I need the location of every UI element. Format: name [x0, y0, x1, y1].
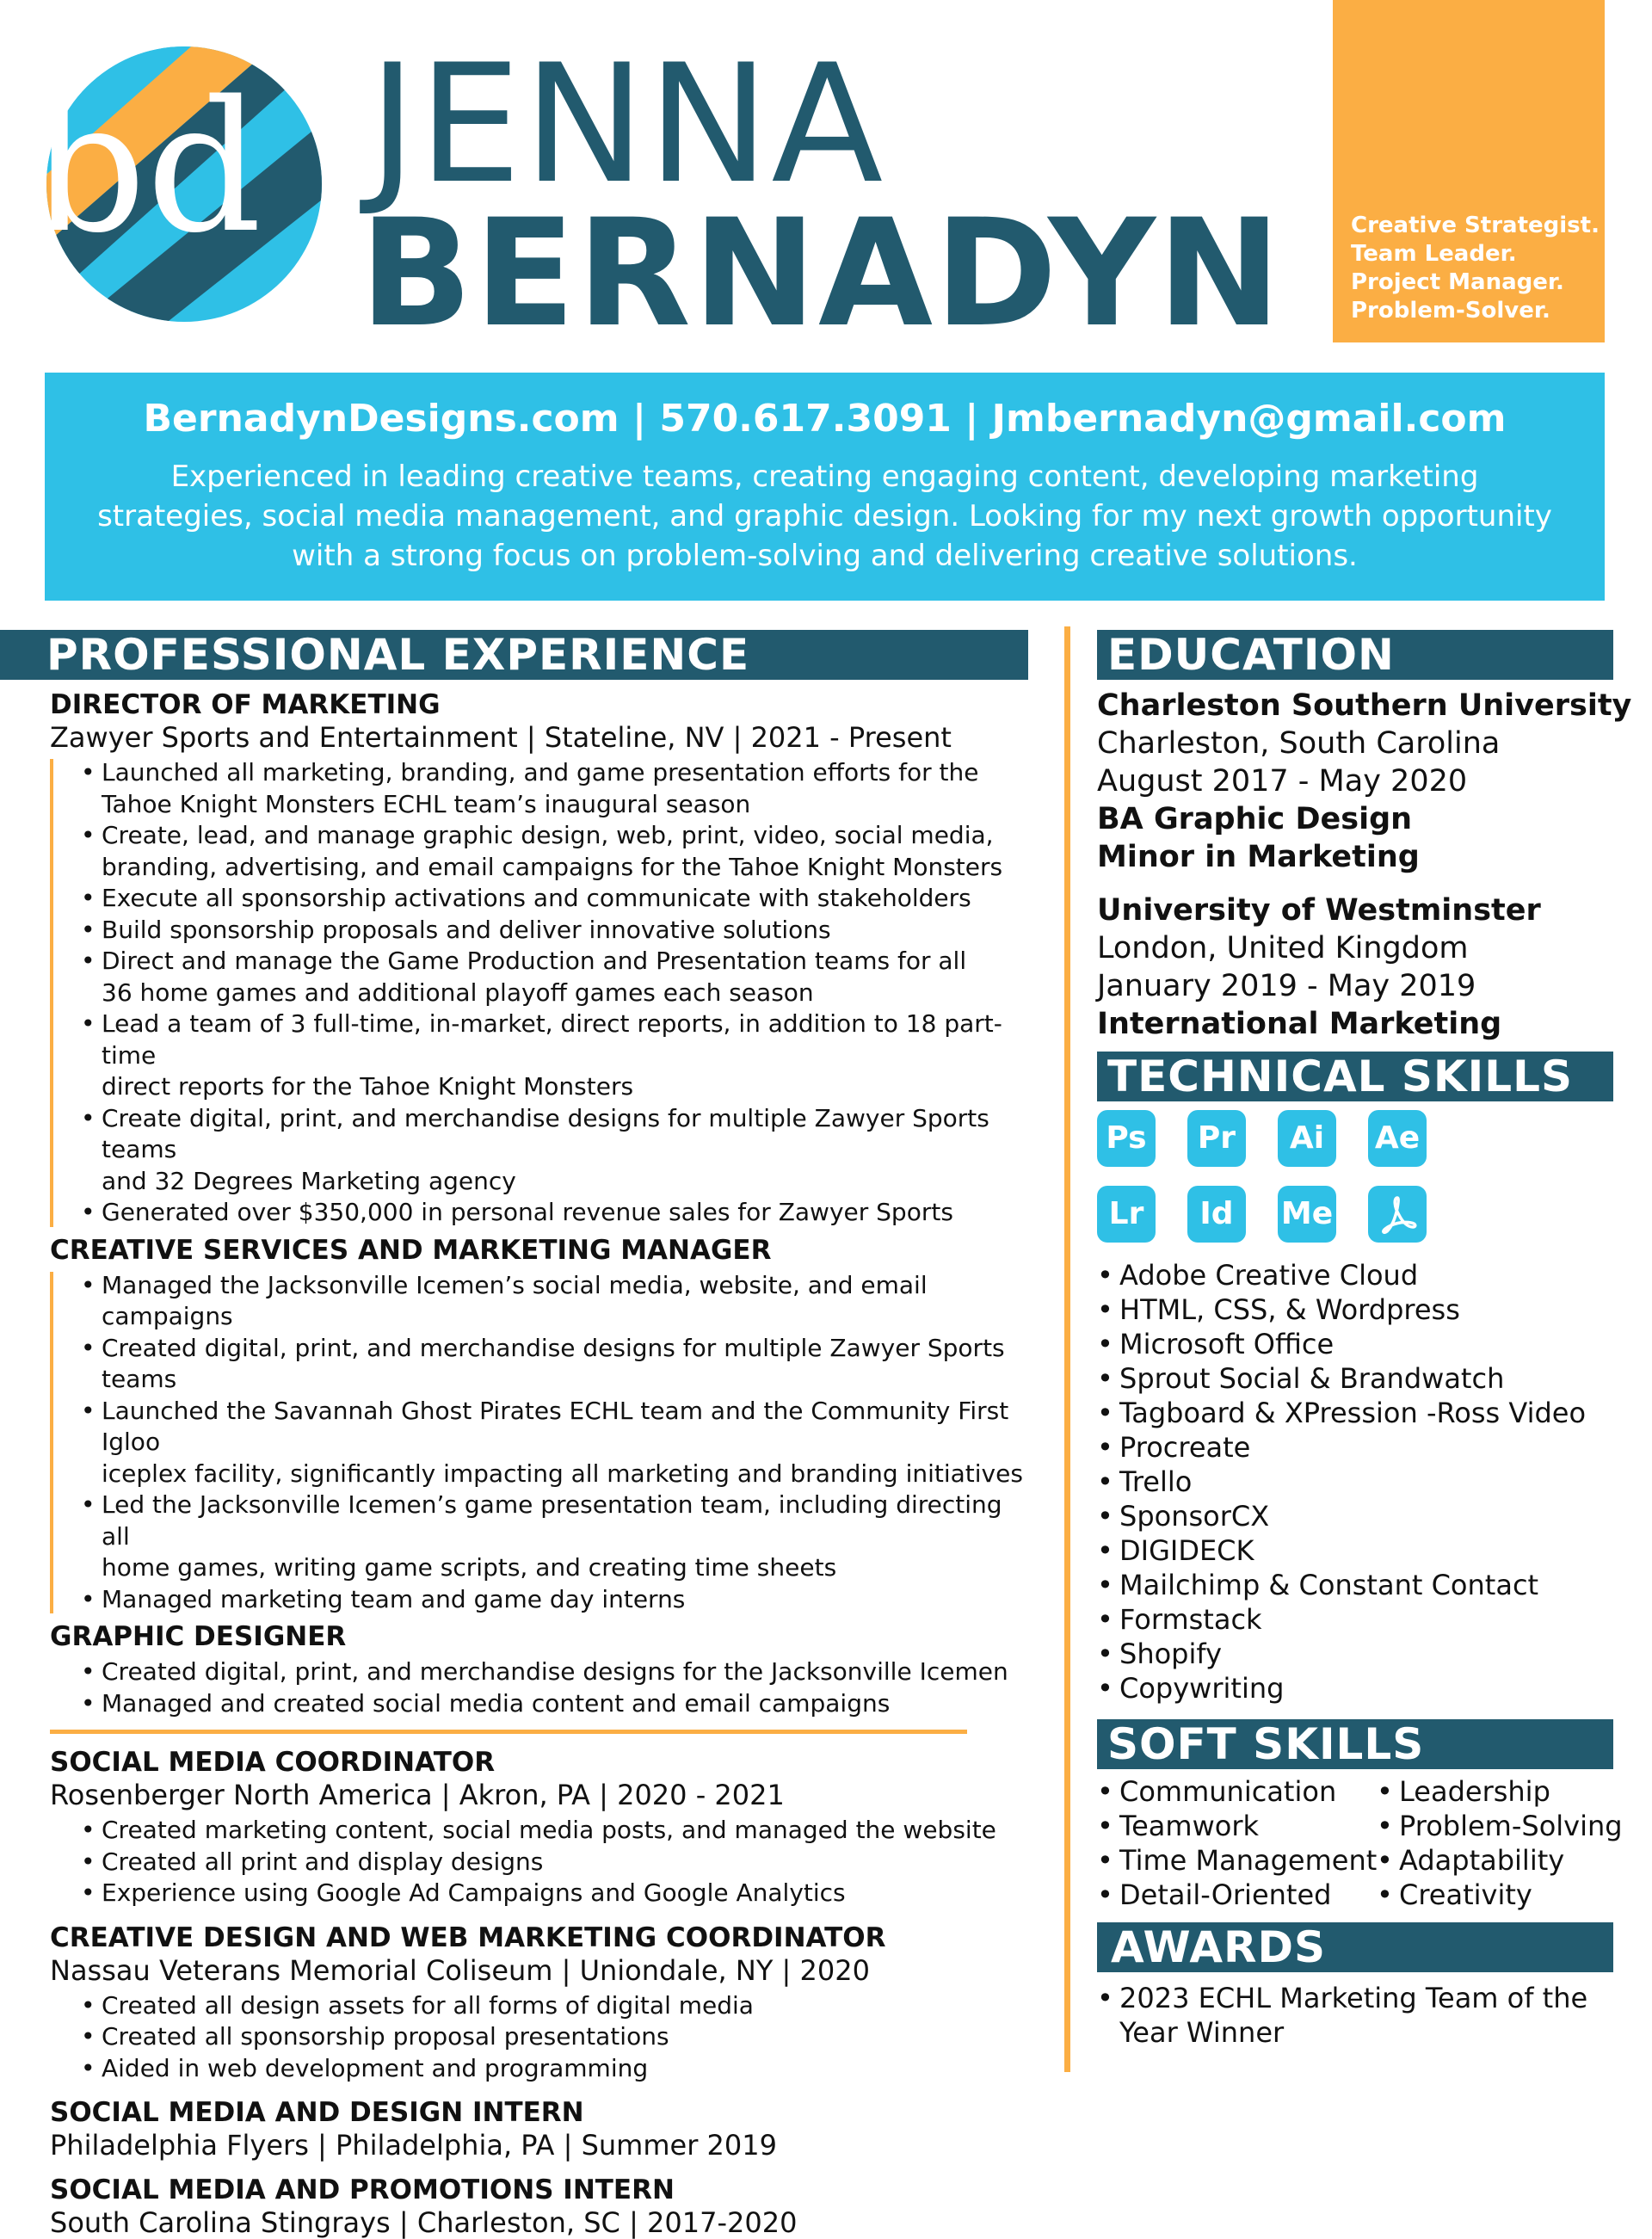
awards-list: [1097, 1981, 1613, 2050]
technical-skills-list: [1097, 1258, 1613, 1705]
tagline: Creative Strategist.: [1351, 213, 1600, 238]
job-entry: [0, 688, 1032, 1229]
job-title: CREATIVE DESIGN AND WEB MARKETING COORDINATOR: [50, 1921, 886, 1953]
experience-group-previous: [0, 1746, 1032, 2239]
acrobat-icon: [1368, 1186, 1427, 1243]
job-bullet: • Lead a team of 3 full-time, in-market, direct reports, in addition to 18 part-time direct reports for the Tahoe Knight Monsters: [81, 1008, 1032, 1103]
technical-skill: • Microsoft Office: [1097, 1327, 1613, 1361]
tagline: Problem-Solver.: [1351, 298, 1550, 324]
school-dates: August 2017 - May 2020: [1097, 764, 1468, 799]
technical-skills-heading: TECHNICAL SKILLS: [1097, 1052, 1613, 1101]
job-bullets: [0, 757, 1032, 1229]
experience-heading: PROFESSIONAL EXPERIENCE: [0, 630, 1028, 680]
school-location: Charleston, South Carolina: [1097, 726, 1501, 761]
job-employer: Philadelphia Flyers | Philadelphia, PA | Summer 2019: [50, 2129, 777, 2162]
contact-line: BernadynDesigns.com | 570.617.3091 | Jmbernadyn@gmail.com: [143, 397, 1507, 441]
school-entry: [1097, 687, 1632, 876]
job-bullet: • Create, lead, and manage graphic design, web, print, video, social media, branding, advertising, and email campaigns for the Tahoe Knight Monsters: [81, 820, 1032, 883]
job-bullet: • Created all design assets for all forms of digital media: [81, 1990, 1032, 2022]
app-icon-me: Me: [1278, 1186, 1336, 1243]
job-title: SOCIAL MEDIA COORDINATOR: [50, 1747, 496, 1778]
first-name: JENNA: [368, 29, 885, 219]
job-bullet: • Managed marketing team and game day interns: [81, 1584, 1032, 1616]
job-bullets: [0, 1656, 1032, 1719]
soft-skill: • Leadership: [1377, 1774, 1600, 1809]
tagline: Team Leader.: [1351, 241, 1517, 267]
soft-skill: • Communication: [1097, 1774, 1377, 1809]
job-bullet: • Create digital, print, and merchandise designs for multiple Zawyer Sports teams and 32 Degrees Marketing agency: [81, 1103, 1032, 1198]
bd-logo: [30, 45, 324, 324]
job-bullet: • Led the Jacksonville Icemen’s game presentation team, including directing all home games, writing game scripts, and creating time sheets: [81, 1490, 1032, 1584]
school-entry: [1097, 891, 1613, 1043]
logo-letter-b: bd: [30, 62, 262, 273]
technical-skill: • Trello: [1097, 1465, 1613, 1499]
job-bullet: • Direct and manage the Game Production and Presentation teams for all 36 home games and additional playoff games each season: [81, 946, 1032, 1008]
app-icon-ae: Ae: [1368, 1110, 1427, 1167]
soft-skills-list: [1097, 1774, 1623, 1912]
app-icon-pr: Pr: [1187, 1110, 1246, 1167]
contact-band: [45, 373, 1605, 601]
job-employer: Rosenberger North America | Akron, PA | 2020 - 2021: [50, 1779, 785, 1811]
software-icons: [1097, 1101, 1613, 1243]
job-bullet: • Created all sponsorship proposal presentations: [81, 2021, 1032, 2053]
job-bullet: • Launched the Savannah Ghost Pirates ECHL team and the Community First Igloo iceplex facility, significantly impacting all marketing and branding initiatives: [81, 1396, 1032, 1490]
job-title: DIRECTOR OF MARKETING: [50, 689, 441, 720]
soft-skill: • Time Management: [1097, 1843, 1377, 1878]
job-bullet: • Created marketing content, social media posts, and managed the website: [81, 1815, 1032, 1847]
app-icon-lr: Lr: [1097, 1186, 1156, 1243]
soft-skill: • Detail-Oriented: [1097, 1878, 1377, 1912]
soft-skills-heading: SOFT SKILLS: [1097, 1719, 1613, 1769]
job-bullet: • Managed the Jacksonville Icemen’s social media, website, and email campaigns: [81, 1270, 1032, 1333]
summary: Experienced in leading creative teams, creating engaging content, developing marketing strategies, social media management, and graphic design. Looking for my next growth opportunity with a strong focus on problem-solving and delivering creative solutions.: [97, 460, 1552, 573]
job-employer: Zawyer Sports and Entertainment | Stateline, NV | 2021 - Present: [50, 721, 952, 754]
technical-skill: • SponsorCX: [1097, 1499, 1613, 1533]
job-entry: [0, 1746, 1032, 1909]
job-bullet: • Generated over $350,000 in personal revenue sales for Zawyer Sports: [81, 1197, 1032, 1229]
technical-skill: • DIGIDECK: [1097, 1533, 1613, 1568]
job-bullet: • Managed and created social media content and email campaigns: [81, 1688, 1032, 1720]
tagline: Project Manager.: [1351, 269, 1564, 295]
education-list: [1097, 687, 1632, 1043]
degree: Minor in Marketing: [1097, 840, 1420, 874]
job-entry: [0, 2096, 1032, 2162]
job-bullet: • Aided in web development and programming: [81, 2053, 1032, 2085]
job-bullet: • Created digital, print, and merchandise designs for multiple Zawyer Sports teams: [81, 1333, 1032, 1396]
technical-skill: • HTML, CSS, & Wordpress: [1097, 1292, 1613, 1327]
job-entry: [0, 1620, 1032, 1719]
job-entry: [0, 1234, 1032, 1616]
job-entry: [0, 2174, 1032, 2239]
technical-skill: • Tagboard & XPression -Ross Video: [1097, 1396, 1613, 1430]
job-bullet: • Created digital, print, and merchandise designs for the Jacksonville Icemen: [81, 1656, 1032, 1688]
job-bullets: [0, 1815, 1032, 1909]
job-title: SOCIAL MEDIA AND DESIGN INTERN: [50, 2097, 584, 2128]
technical-skill: • Mailchimp & Constant Contact: [1097, 1568, 1613, 1602]
school-name: University of Westminster: [1097, 893, 1541, 928]
job-title: GRAPHIC DESIGNER: [50, 1621, 347, 1652]
job-entry: [0, 1921, 1032, 2085]
job-employer: South Carolina Stingrays | Charleston, SC | 2017-2020: [50, 2206, 798, 2239]
school-location: London, United Kingdom: [1097, 931, 1469, 965]
job-bullets: [0, 1270, 1032, 1616]
technical-skill: • Procreate: [1097, 1430, 1613, 1465]
job-bullets: [0, 1990, 1032, 2085]
soft-skill: • Teamwork: [1097, 1809, 1377, 1843]
app-icon-ai: Ai: [1278, 1110, 1336, 1167]
tagline-box: [1333, 0, 1605, 342]
technical-skill: • Formstack: [1097, 1602, 1613, 1637]
column-divider: [1064, 626, 1070, 2072]
job-bullet: • Experience using Google Ad Campaigns and Google Analytics: [81, 1878, 1032, 1909]
education-heading: EDUCATION: [1097, 630, 1613, 680]
job-employer: Nassau Veterans Memorial Coliseum | Uniondale, NY | 2020: [50, 1953, 870, 1987]
school-dates: January 2019 - May 2019: [1097, 969, 1476, 1003]
app-icon-id: Id: [1187, 1186, 1246, 1243]
technical-skill: • Adobe Creative Cloud: [1097, 1258, 1613, 1292]
school-name: Charleston Southern University: [1097, 688, 1632, 723]
job-bullet: • Build sponsorship proposals and deliver innovative solutions: [81, 915, 1032, 947]
last-name: BERNADYN: [360, 187, 1283, 360]
technical-skill: • Shopify: [1097, 1637, 1613, 1671]
degree: BA Graphic Design: [1097, 802, 1413, 836]
technical-skill: • Copywriting: [1097, 1671, 1613, 1705]
soft-skill: • Adaptability: [1377, 1843, 1600, 1878]
experience-separator: [50, 1730, 967, 1734]
soft-skill: • Problem-Solving: [1377, 1809, 1600, 1843]
technical-skill: • Sprout Social & Brandwatch: [1097, 1361, 1613, 1396]
soft-skill: • Creativity: [1377, 1878, 1600, 1912]
job-title: CREATIVE SERVICES AND MARKETING MANAGER: [50, 1234, 772, 1266]
job-title: SOCIAL MEDIA AND PROMOTIONS INTERN: [50, 2174, 675, 2205]
experience-column: [0, 630, 1032, 2239]
job-bullet: • Execute all sponsorship activations and communicate with stakeholders: [81, 883, 1032, 915]
awards-heading: AWARDS: [1097, 1922, 1613, 1972]
experience-group-current: [0, 688, 1032, 1719]
degree: International Marketing: [1097, 1007, 1502, 1041]
job-bullet: • Created all print and display designs: [81, 1847, 1032, 1878]
app-icon-ps: Ps: [1097, 1110, 1156, 1167]
award-item: • 2023 ECHL Marketing Team of the Year Winner: [1097, 1981, 1613, 2050]
sidebar-column: [1097, 630, 1632, 2050]
job-bullet: • Launched all marketing, branding, and game presentation efforts for the Tahoe Knight Monsters ECHL team’s inaugural season: [81, 757, 1032, 820]
